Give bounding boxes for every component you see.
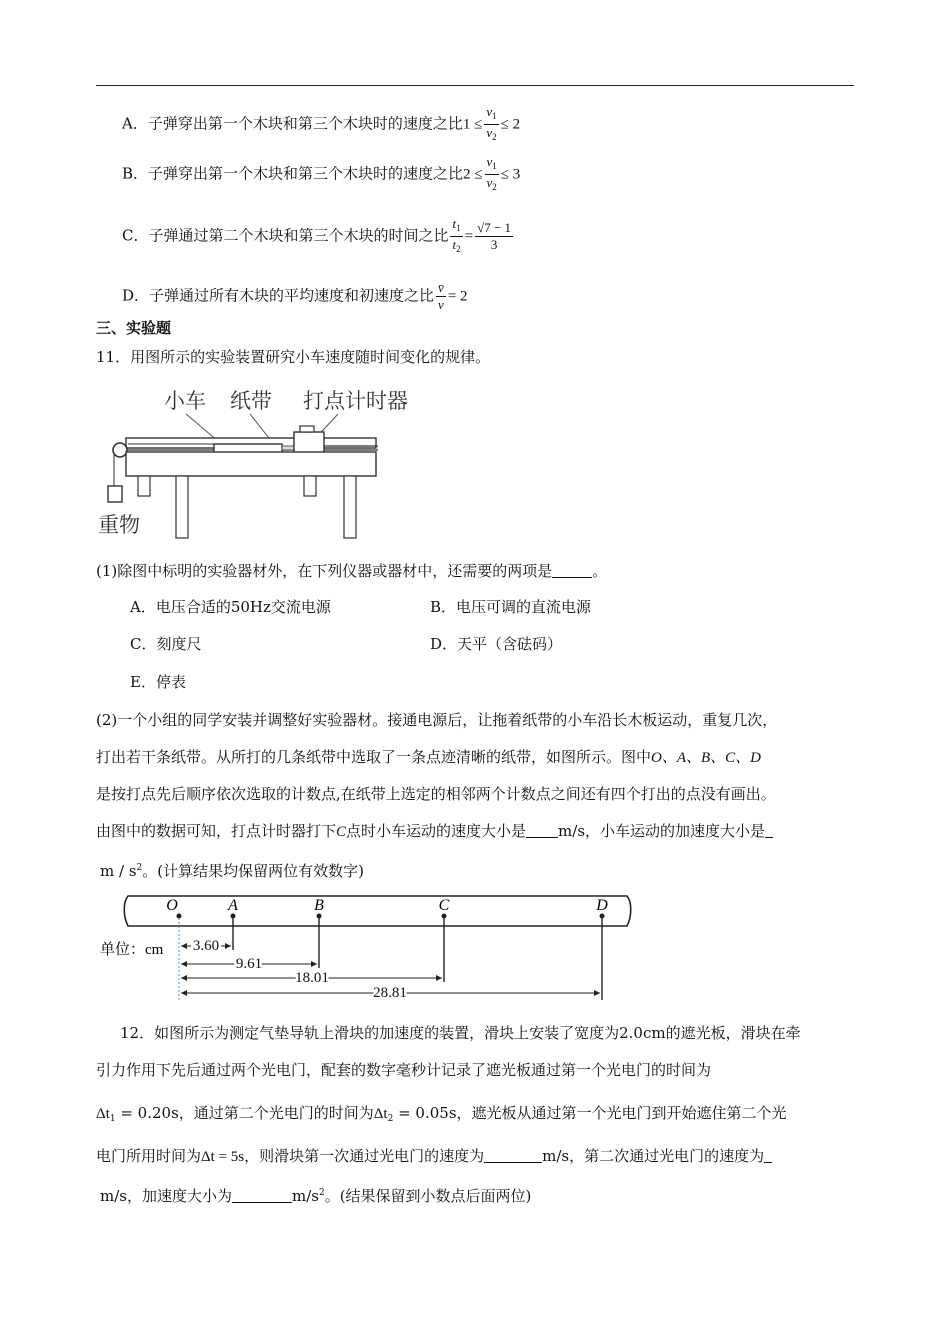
q11-part2-line4: 由图中的数据可知，打点计时器打下C点时小车运动的速度大小是 m/s，小车运动的加速度大小是 bbox=[96, 821, 773, 842]
answer-blank-a[interactable] bbox=[232, 1188, 292, 1203]
dot-d bbox=[600, 914, 605, 919]
choice-e[interactable]: E．停表 bbox=[130, 673, 186, 691]
point-label-o: O bbox=[166, 897, 178, 914]
timer bbox=[294, 432, 324, 454]
label-timer: 打点计时器 bbox=[303, 389, 408, 413]
q11-part2-line2: 打出若干条纸带。从所打的几条纸带中选取了一条点迹清晰的纸带，如图所示。图中O、A、B、C、D bbox=[96, 748, 762, 766]
answer-blank-1[interactable] bbox=[552, 563, 592, 578]
dot-c bbox=[442, 914, 447, 919]
option-b-left: 2 ≤ bbox=[463, 166, 483, 183]
label-tape: 纸带 bbox=[230, 389, 272, 413]
point-label-b: B bbox=[314, 897, 324, 914]
weight bbox=[108, 486, 122, 502]
q11-stem: 11．用图所示的实验装置研究小车速度随时间变化的规律。 bbox=[96, 348, 491, 366]
option-b-right: ≤ 3 bbox=[500, 166, 521, 183]
dot-a bbox=[231, 914, 236, 919]
q11-part2-line1: (2)一个小组的同学安装并调整好实验器材。接通电源后，让拖着纸带的小车沿长木板运动，重复几次， bbox=[96, 711, 778, 729]
point-label-d: D bbox=[596, 897, 608, 914]
tape-figure bbox=[96, 888, 636, 1002]
choice-c[interactable]: C．刻度尺 bbox=[130, 635, 202, 653]
option-d[interactable]: D．子弹通过所有木块的平均速度和初速度之比 $\frac{v̄}{v}$ = 2 bbox=[122, 280, 468, 312]
option-a-frac: $\frac{v_1}{v_2}$ bbox=[486, 104, 497, 142]
dist-ob: 9.61 bbox=[235, 956, 263, 972]
q11-part2-line5: m / $s^2$。(计算结果均保留两位有效数字) bbox=[100, 862, 364, 880]
option-a-left: 1 ≤ bbox=[462, 116, 483, 133]
q12-line5: m/s，加速度大小为 $m/s^2$。(结果保留到小数点后面两位) bbox=[100, 1187, 532, 1205]
table-top bbox=[126, 452, 376, 476]
apparatus-figure bbox=[98, 382, 428, 540]
q11-part1: (1)除图中标明的实验器材外，在下列仪器或器材中，还需要的两项是 。 bbox=[96, 562, 608, 580]
answer-blank-v1[interactable] bbox=[484, 1148, 542, 1163]
dot-o bbox=[177, 914, 182, 919]
option-c[interactable]: C．子弹通过第二个木块和第三个木块的时间之比 $\frac{t_1}{t_2}$ = $\frac{√7 - 1}{3}$ bbox=[122, 216, 515, 257]
option-a-right: ≤ 2 bbox=[500, 116, 521, 133]
q12-line1: 12．如图所示为测定气垫导轨上滑块的加速度的装置，滑块上安装了宽度为2.0cm的遮光板，滑块在牵 bbox=[120, 1024, 801, 1042]
dot-b bbox=[317, 914, 322, 919]
option-c-frac: $\frac{t_1}{t_2}$ bbox=[452, 216, 461, 254]
point-label-c: C bbox=[438, 897, 450, 914]
option-d-frac: $\frac{v̄}{v}$ bbox=[438, 280, 444, 312]
option-a[interactable]: A．子弹穿出第一个木块和第三个木块时的速度之比1 ≤ $\frac{v_1}{v_2}$ ≤ 2 bbox=[122, 104, 520, 145]
dist-oa: 3.60 bbox=[192, 938, 220, 954]
header-rule bbox=[96, 85, 854, 86]
label-car: 小车 bbox=[164, 389, 206, 413]
paper-tape bbox=[124, 896, 631, 926]
option-b[interactable]: B．子弹穿出第一个木块和第三个木块时的速度之比2 ≤ $\frac{v_1}{v_2}$ ≤ 3 bbox=[122, 154, 520, 195]
q12-line3: $\Delta t_1 = 0.20s$，通过第二个光电门的时间为$\Delta t_2 = 0.05s$，遮光板从通过第一个光电门到开始遮住第二个光 bbox=[96, 1104, 787, 1124]
answer-blank-accel[interactable] bbox=[765, 823, 773, 838]
q12-line2: 引力作用下先后通过两个光电门，配套的数字毫秒计记录了遮光板通过第一个光电门的时间为 bbox=[96, 1061, 712, 1079]
pulley bbox=[113, 443, 127, 457]
unit-label: 单位：cm bbox=[100, 942, 164, 958]
choice-d[interactable]: D．天平（含砝码） bbox=[430, 635, 563, 653]
answer-blank-v2[interactable] bbox=[764, 1148, 772, 1163]
section-title: 三、实验题 bbox=[96, 319, 172, 337]
label-weight: 重物 bbox=[98, 513, 140, 537]
dist-od: 28.81 bbox=[373, 985, 407, 1001]
answer-blank-velocity[interactable] bbox=[526, 823, 558, 838]
choice-b[interactable]: B．电压可调的直流电源 bbox=[430, 598, 592, 616]
option-b-frac: $\frac{v_1}{v_2}$ bbox=[486, 154, 497, 192]
q11-part2-line3: 是按打点先后顺序依次选取的计数点,在纸带上选定的相邻两个计数点之间还有四个打出的点没有画出。 bbox=[96, 785, 776, 803]
point-label-a: A bbox=[228, 897, 238, 914]
q12-line4: 电门所用时间为Δt = 5s，则滑块第一次通过光电门的速度为 m/s，第二次通过光电门的速度为 bbox=[96, 1146, 772, 1167]
dist-oc: 18.01 bbox=[295, 970, 329, 986]
choice-a[interactable]: A．电压合适的50Hz交流电源 bbox=[130, 598, 331, 616]
option-c-rhs: $\frac{√7 - 1}{3}$ bbox=[477, 220, 512, 252]
